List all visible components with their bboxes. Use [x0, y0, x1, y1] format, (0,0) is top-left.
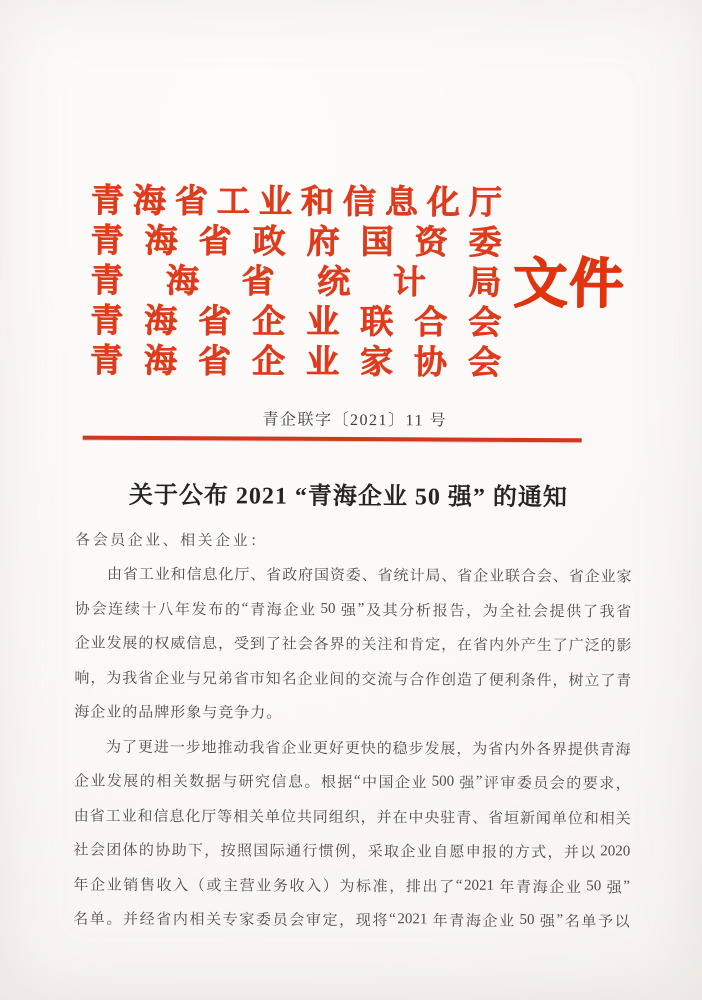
paragraph2-line-1: 为 了 更 进 一 步 地 推 动 我 省 企 业 更 好 更 快 的 稳 步 发 展 ， 为 省 内 外 各 界 提 供 青 海	[106, 739, 631, 759]
reference-number: 青企联字〔2021〕11 号	[262, 411, 448, 430]
letterhead-divider-rule	[83, 436, 582, 443]
paragraph1-line-5: 海企业的品牌形象与竞争力。	[74, 704, 283, 722]
letterhead-org-names	[90, 182, 502, 384]
paragraph2-line-4: 社 会 团 体 的 协 助 下 ， 按 照 国 际 通 行 惯 例 ， 采 取 企 业 自 愿 申 报 的 方 式 ， 并 以 2020	[73, 842, 631, 862]
paragraph2-line-2: 企 业 发 展 的 相 关 数 据 与 研 究 信 息 。 根 据 “ 中 国 企 业 500 强 ” 评 审 委 员 会 的 要 求 ，	[73, 773, 631, 793]
paragraph1-line-3: 企 业 发 展 的 权 威 信 息 ， 受 到 了 社 会 各 界 的 关 注 和 肯 定 ， 在 省 内 外 产 生 了 广 泛 的 影	[74, 635, 632, 655]
paragraph1-line-2: 协 会 连 续 十 八 年 发 布 的 “ 青 海 企 业 50 强 ” 及 其 分 析 报 告 ， 为 全 社 会 提 供 了 我 省	[74, 600, 632, 621]
letterhead-org-line-4: 青 海 省 企 业 联 合 会	[90, 303, 502, 342]
paragraph1-line-1: 由 省 工 业 和 信 息 化 厅 、 省 政 府 国 资 委 、 省 统 计 局 、 省 企 业 联 合 会 、 省 企 业 家	[106, 566, 632, 586]
paragraph2-line-6: 名 单 。 并 经 省 内 相 关 专 家 委 员 会 审 定 ， 现 将 “ 2021 年 青 海 企 业 50 强 ” 名 单 予 以	[73, 911, 630, 931]
letterhead	[90, 182, 626, 385]
document-title: 关于公布 2021 “青海企业 50 强” 的通知	[128, 482, 568, 512]
paragraph1-line-4: 响 ， 为 我 省 企 业 与 兄 弟 省 市 知 名 企 业 间 的 交 流 与 合 作 创 造 了 便 利 条 件 ， 树 立 了 青	[74, 670, 632, 690]
paragraph2-line-3: 由 省 工 业 和 信 息 化 厅 等 相 关 单 位 共 同 组 织 ， 并 在 中 央 驻 青 、 省 垣 新 闻 单 位 和 相 关	[73, 808, 631, 828]
letterhead-org-line-2: 青 海 省 政 府 国 资 委	[90, 223, 502, 262]
salutation-line: 各会员企业、相关企业：	[75, 532, 268, 550]
paragraph2-line-5: 年 企 业 销 售 收 入 （ 或 主 营 业 务 收 入 ） 为 标 准 ， 排 出 了 “ 2021 年 青 海 企 业 50 强 ”	[73, 877, 630, 897]
letterhead-org-line-5: 青 海 省 企 业 家 协 会	[90, 343, 502, 382]
document-body	[73, 522, 632, 939]
letterhead-org-line-1: 青 海 省 工 业 和 信 息 化 厅	[90, 183, 503, 222]
letterhead-org-line-3: 青 海 省 统 计 局	[90, 263, 502, 302]
letterhead-doc-type-label: 文件	[513, 253, 626, 315]
